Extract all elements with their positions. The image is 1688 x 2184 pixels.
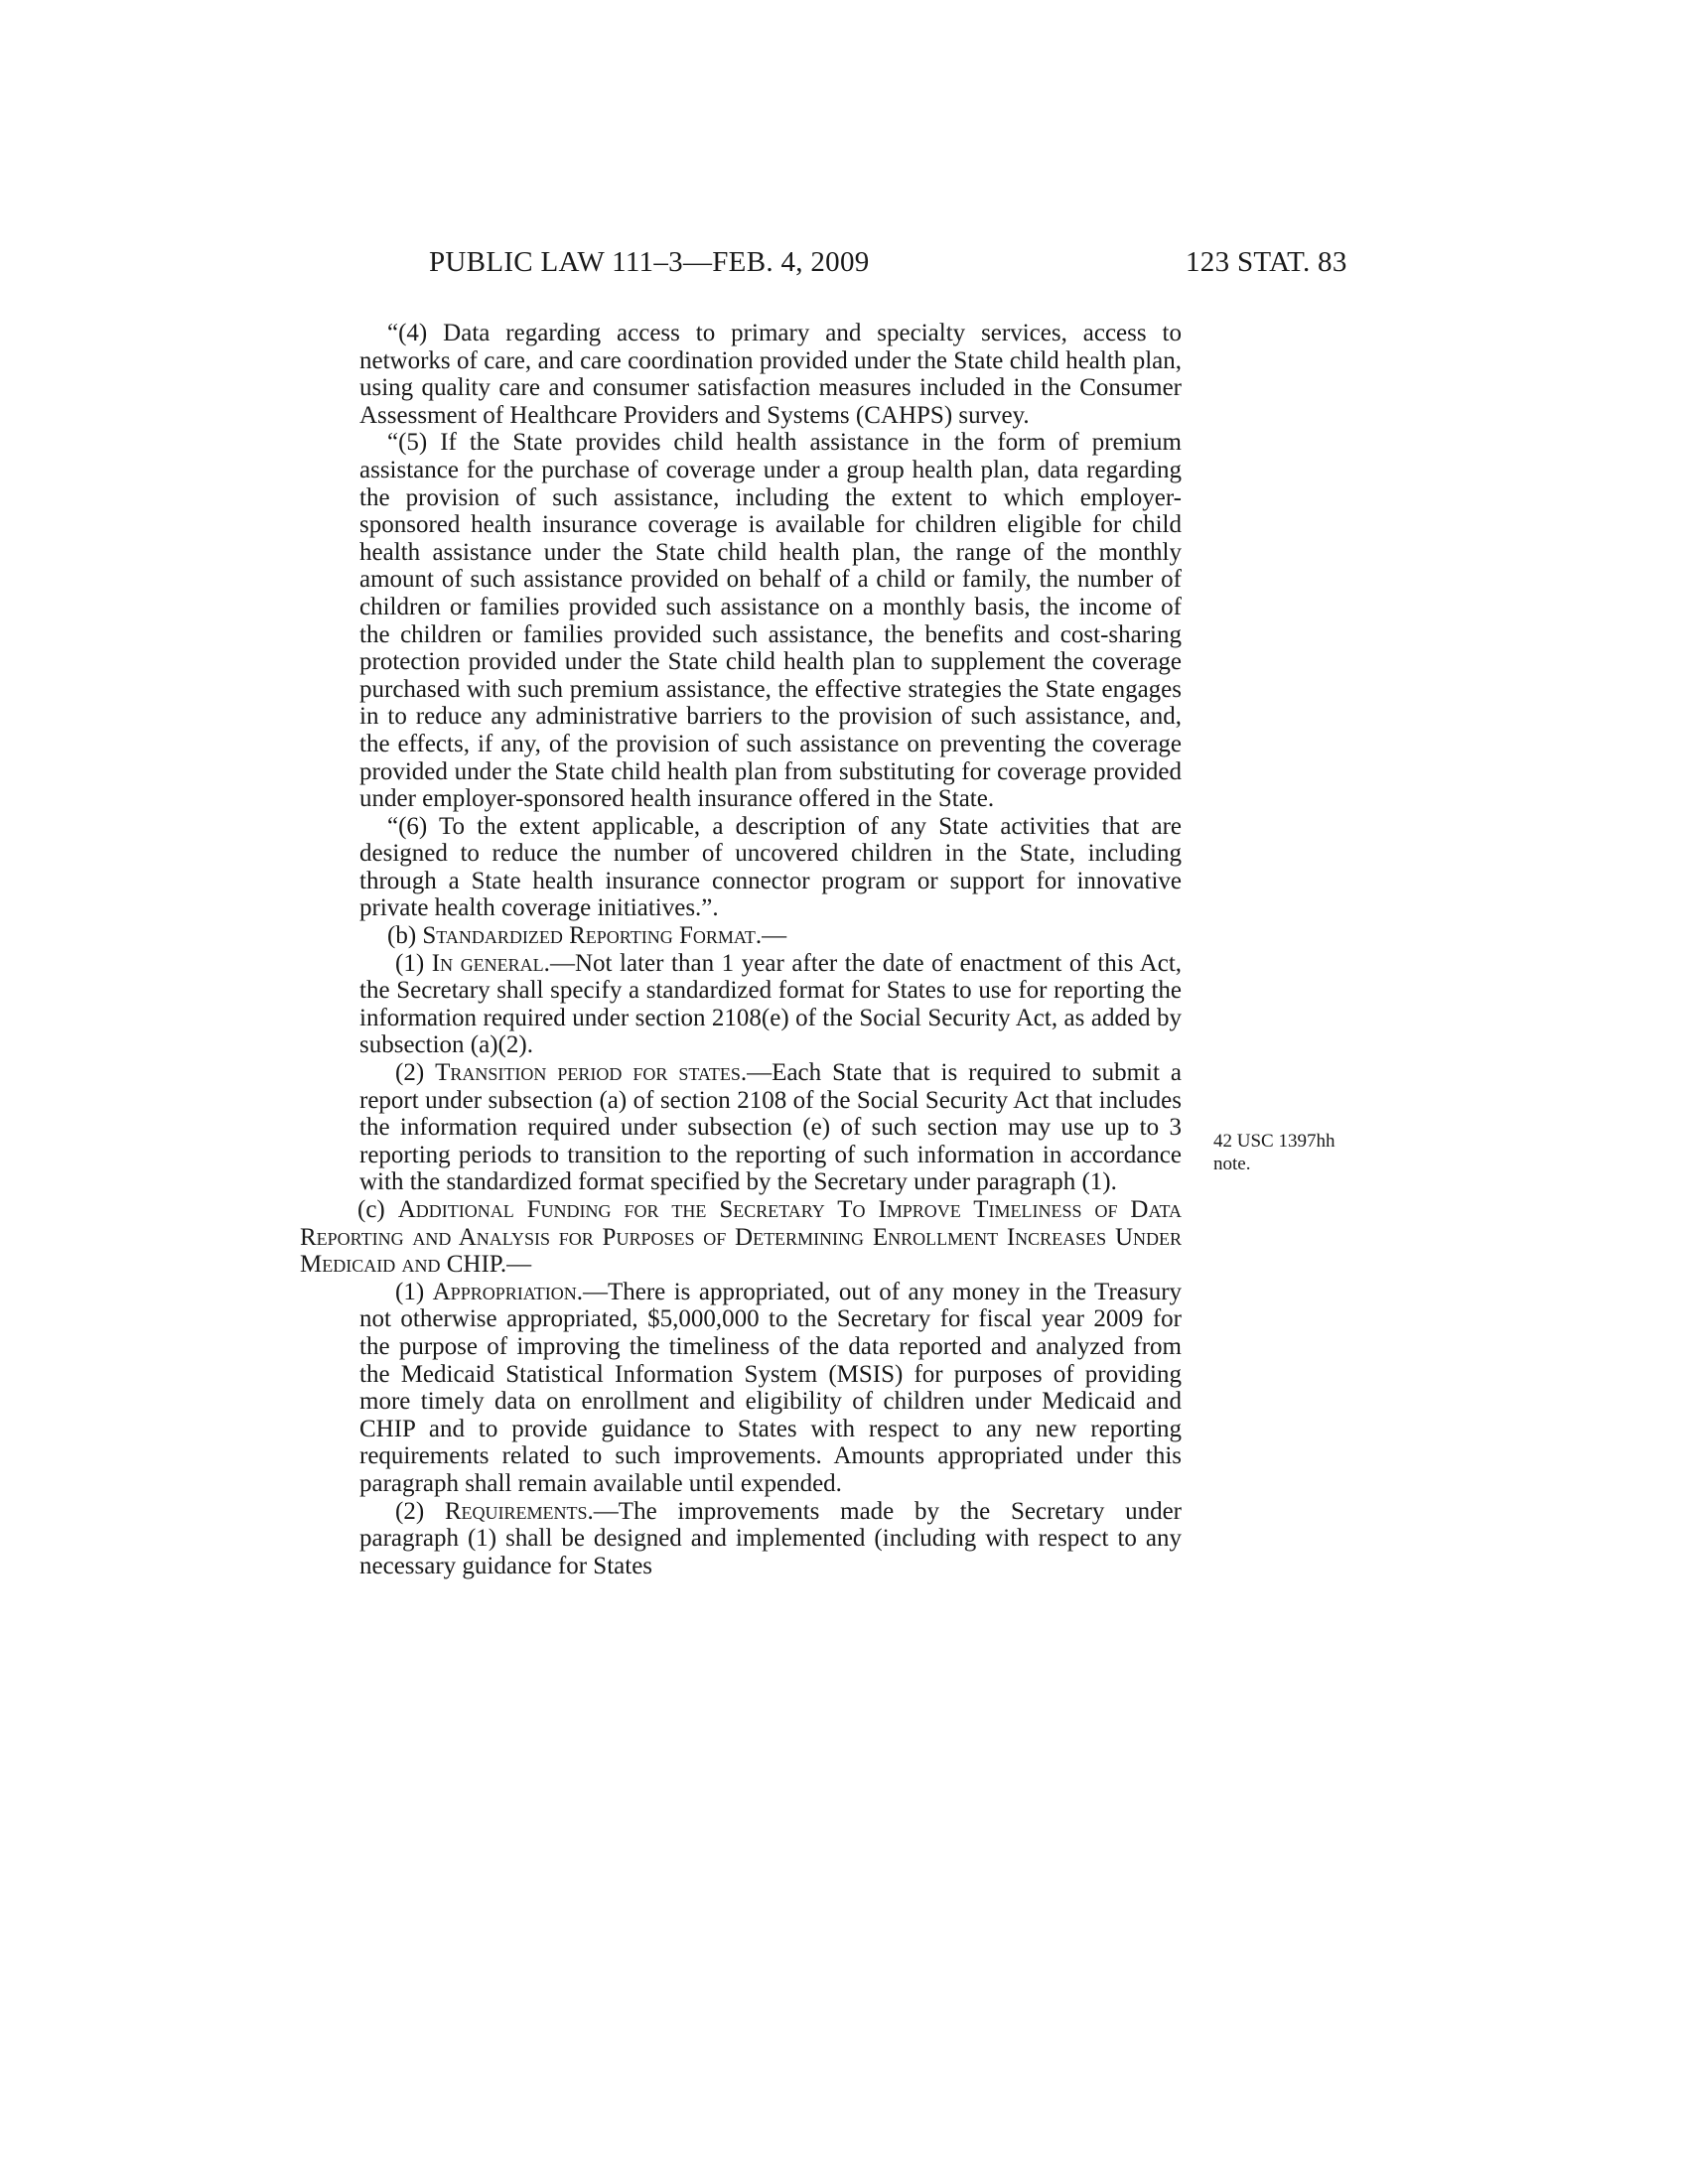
- paragraph-b1-heading: In general.: [431, 949, 550, 977]
- paragraph-c1-number: (1): [395, 1278, 425, 1305]
- paragraph-5: “(5) If the State provides child health assistance in the form of premium assistance for the purchase of coverage under a group health plan, data regarding the provision of such assistance, including the extent to which employer-sponsored health insurance coverage is available for children eligible for child health assistance under the State child health plan, the range of the monthly amount of such assistance provided on behalf of a child or family, the number of children or families provided such assistance on a monthly basis, the income of the children or families provided such assistance, the benefits and cost-sharing protection provided under the State child health plan to supplement the coverage purchased with such premium assistance, the effective strategies the State engages in to reduce any administrative barriers to the provision of such assistance, and, the effects, if any, of the provision of such assistance on preventing the coverage provided under the State child health plan from substituting for coverage provided under employer-sponsored health insurance offered in the State.: [359, 429, 1182, 813]
- margin-note-citation: 42 USC 1397hh: [1213, 1131, 1336, 1152]
- paragraph-c2: [359, 1498, 1182, 1580]
- running-head-title: PUBLIC LAW 111–3—FEB. 4, 2009: [429, 246, 870, 278]
- paragraph-b1-number: (1): [395, 949, 425, 977]
- paragraph-c2-heading: Requirements.: [444, 1497, 594, 1525]
- paragraph-b2-number: (2): [395, 1059, 425, 1087]
- paragraph-b1: [359, 950, 1182, 1059]
- paragraph-b2-heading: Transition period for states.: [435, 1059, 748, 1087]
- subsection-b-title: Standardized Reporting Format.—: [422, 922, 787, 950]
- subsection-c-heading: [300, 1196, 1182, 1279]
- subsection-b-heading: [359, 922, 1182, 950]
- body-text: [300, 320, 1183, 1579]
- paragraph-c1-heading: Appropriation.: [432, 1278, 583, 1305]
- subsection-b-number: (b): [387, 922, 417, 950]
- margin-note: [1213, 1130, 1352, 1175]
- paragraph-c2-number: (2): [395, 1497, 425, 1525]
- paragraph-c2-text: —The improvements made by the Secretary under paragraph (1) shall be designed and implemented (including with respect to any necessary guidance for States: [359, 1497, 1182, 1579]
- margin-note-label: note.: [1213, 1154, 1251, 1174]
- paragraph-b2-text: —Each State that is required to submit a report under subsection (a) of section 2108 of the Social Security Act that includes the information required under subsection (e) of such section may use up to 3 reporting periods to transition to the reporting of such information in accordance with the standardized format specified by the Secretary under paragraph (1).: [359, 1059, 1183, 1196]
- paragraph-b1-text: —Not later than 1 year after the date of enactment of this Act, the Secretary shall specify a standardized format for States to use for reporting the information required under section 2108(e) of the Social Security Act, as added by subsection (a)(2).: [359, 949, 1183, 1059]
- page-header: [0, 246, 1688, 286]
- statute-page-number: 123 STAT. 83: [1186, 246, 1347, 278]
- subsection-c-number: (c): [357, 1196, 385, 1223]
- paragraph-c1-text: —There is appropriated, out of any money in the Treasury not otherwise appropriated, $5,000,000 to the Secretary for fiscal year 2009 for the purpose of improving the timeliness of the data reported and analyzed from the Medicaid Statistical Information System (MSIS) for purposes of providing more timely data on enrollment and eligibility of children under Medicaid and CHIP and to provide guidance to States with respect to any new reporting requirements related to such improvements. Amounts appropriated under this paragraph shall remain available until expended.: [359, 1278, 1183, 1497]
- subsection-c-title: Additional Funding for the Secretary To Improve Timeliness of Data Reporting and Analysis for Purposes of Determining Enrollment Increases Under Medicaid and CHIP.—: [300, 1196, 1183, 1279]
- paragraph-4: “(4) Data regarding access to primary and specialty services, access to networks of care, and care coordination provided under the State child health plan, using quality care and consumer satisfaction measures included in the Consumer Assessment of Healthcare Providers and Systems (CAHPS) survey.: [359, 320, 1182, 429]
- paragraph-b2: [359, 1059, 1182, 1196]
- paragraph-c1: [359, 1279, 1182, 1498]
- paragraph-6: “(6) To the extent applicable, a description of any State activities that are designed to reduce the number of uncovered children in the State, including through a State health insurance connector program or support for innovative private health coverage initiatives.”.: [359, 812, 1182, 922]
